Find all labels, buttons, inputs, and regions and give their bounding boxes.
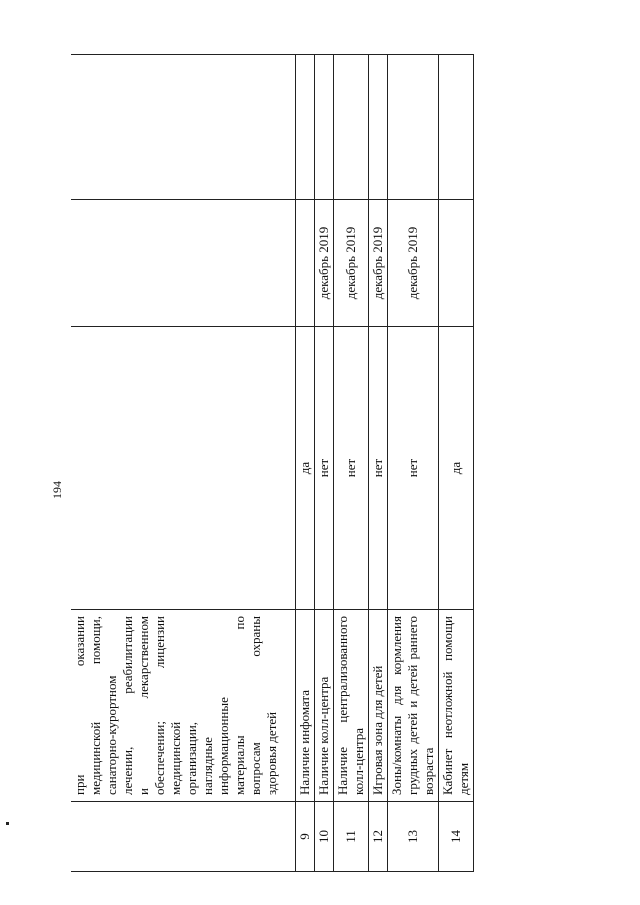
row-number-cell: 14 [439,802,474,872]
table-row [334,55,369,872]
description-line: и лекарственном [136,616,151,795]
value-cell: нет [315,327,334,610]
value-cell: да [439,327,474,610]
description-line: информационные [216,697,231,795]
row-number-cell: 13 [388,802,439,872]
document-table [71,54,474,872]
row-number-cell: 11 [334,802,369,872]
table-row [369,55,388,872]
description-line: медицинской помощи, [88,616,103,795]
row-number-cell: 12 [369,802,388,872]
description-line: вопросам охраны [248,616,263,795]
date-cell: декабрь 2019 [334,200,369,327]
table-row [315,55,334,872]
indicator-name-cell: Наличие централизованного колл-центра [334,610,369,802]
value-cell: да [296,327,315,610]
indicator-name-cell: Наличие колл-центра [315,610,334,802]
value-cell: нет [388,327,439,610]
extra-cell [369,55,388,200]
date-cell: декабрь 2019 [315,200,334,327]
date-cell [439,200,474,327]
date-cell [296,200,315,327]
description-line: обеспечении; лицензии [152,616,167,795]
extra-cell [71,55,296,200]
indicator-name-cell: Наличие инфомата [296,610,315,802]
description-line: материалы по [232,616,247,795]
table-row [388,55,439,872]
indicator-name-cell: Игровая зона для детей [369,610,388,802]
description-line: при оказании [72,616,87,795]
description-line: здоровья детей [264,711,279,795]
description-line: санаторно-курортном [104,675,119,795]
table-row [439,55,474,872]
indicator-name-cell: Кабинет неотложной помощи детям [439,610,474,802]
description-line: организации, [184,721,199,795]
extra-cell [296,55,315,200]
extra-cell [334,55,369,200]
value-cell: нет [369,327,388,610]
scan-speck [6,822,9,825]
extra-cell [315,55,334,200]
date-cell: декабрь 2019 [388,200,439,327]
table-row [296,55,315,872]
description-line: наглядные [200,737,215,795]
description-line: лечении, реабилитации [120,616,135,795]
page-number: 194 [50,481,64,499]
document-table-wrap [71,54,474,872]
table-row [71,55,296,872]
description-cell [71,610,296,802]
extra-cell [388,55,439,200]
row-number-cell: 10 [315,802,334,872]
value-cell [71,327,296,610]
extra-cell [439,55,474,200]
indicator-name-cell: Зоны/комнаты для кормления грудных детей и детей раннего возраста [388,610,439,802]
row-number-cell [71,802,296,872]
value-cell: нет [334,327,369,610]
date-cell: декабрь 2019 [369,200,388,327]
description-line: медицинской [168,721,183,795]
date-cell [71,200,296,327]
row-number-cell: 9 [296,802,315,872]
description-text [72,616,280,795]
